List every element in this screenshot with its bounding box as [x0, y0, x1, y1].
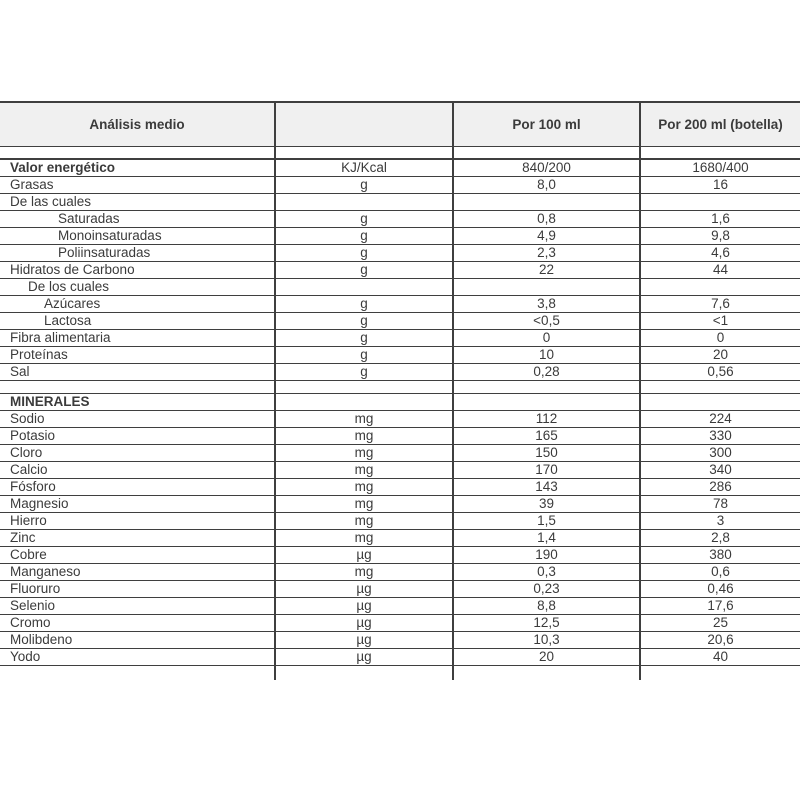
row-per100: 0 — [453, 329, 640, 346]
row-unit: g — [275, 244, 453, 261]
table-row — [0, 261, 800, 278]
table-row — [0, 563, 800, 580]
row-per100: 39 — [453, 495, 640, 512]
row-label: Calcio — [0, 461, 275, 478]
header-por-200ml: Por 200 ml (botella) — [640, 102, 800, 146]
header-gap-row — [0, 146, 800, 159]
empty-cell — [640, 380, 800, 393]
row-per200: 78 — [640, 495, 800, 512]
row-unit: KJ/Kcal — [275, 159, 453, 176]
nutrition-table — [0, 101, 800, 680]
table-row — [0, 176, 800, 193]
row-per100: 1,5 — [453, 512, 640, 529]
row-label: Fibra alimentaria — [0, 329, 275, 346]
empty-cell — [640, 146, 800, 159]
table-row — [0, 193, 800, 210]
row-label: Grasas — [0, 176, 275, 193]
table-row — [0, 393, 800, 410]
header-unit-column — [275, 102, 453, 146]
row-per200: 1680/400 — [640, 159, 800, 176]
empty-cell — [453, 146, 640, 159]
table-row — [0, 312, 800, 329]
empty-cell — [0, 146, 275, 159]
row-per200: 286 — [640, 478, 800, 495]
row-label: Hierro — [0, 512, 275, 529]
row-per100: 2,3 — [453, 244, 640, 261]
table-row — [0, 597, 800, 614]
empty-cell — [640, 665, 800, 680]
row-per200: 3 — [640, 512, 800, 529]
row-unit: g — [275, 210, 453, 227]
row-label: De los cuales — [0, 278, 275, 295]
row-per200: 4,6 — [640, 244, 800, 261]
empty-cell — [0, 380, 275, 393]
empty-cell — [453, 665, 640, 680]
header-analisis-medio: Análisis medio — [0, 102, 275, 146]
row-per100 — [453, 393, 640, 410]
row-per100: 170 — [453, 461, 640, 478]
row-label: Fósforo — [0, 478, 275, 495]
row-per100: 10 — [453, 346, 640, 363]
table-row — [0, 614, 800, 631]
row-per100: 8,8 — [453, 597, 640, 614]
table-row — [0, 495, 800, 512]
row-unit: µg — [275, 648, 453, 665]
row-per100: 143 — [453, 478, 640, 495]
table-row — [0, 363, 800, 380]
row-unit: mg — [275, 410, 453, 427]
table-row — [0, 210, 800, 227]
table-row — [0, 244, 800, 261]
row-per200: 330 — [640, 427, 800, 444]
row-per200: 0,56 — [640, 363, 800, 380]
table-row — [0, 329, 800, 346]
row-label: Cobre — [0, 546, 275, 563]
row-unit: mg — [275, 563, 453, 580]
row-label: Selenio — [0, 597, 275, 614]
table-row — [0, 648, 800, 665]
row-unit: g — [275, 312, 453, 329]
row-unit: g — [275, 363, 453, 380]
table-row — [0, 444, 800, 461]
row-per200: 20 — [640, 346, 800, 363]
row-per200: 300 — [640, 444, 800, 461]
bottom-partial-row — [0, 665, 800, 680]
row-label: Cromo — [0, 614, 275, 631]
row-per100 — [453, 193, 640, 210]
row-label: Valor energético — [0, 159, 275, 176]
row-per100: 112 — [453, 410, 640, 427]
row-unit: µg — [275, 614, 453, 631]
row-per200 — [640, 278, 800, 295]
row-label: De las cuales — [0, 193, 275, 210]
row-unit: µg — [275, 580, 453, 597]
row-label: Yodo — [0, 648, 275, 665]
row-unit: mg — [275, 512, 453, 529]
row-unit — [275, 193, 453, 210]
row-per100: 0,8 — [453, 210, 640, 227]
row-per200: 44 — [640, 261, 800, 278]
row-per100: 165 — [453, 427, 640, 444]
row-label: Manganeso — [0, 563, 275, 580]
row-per200: 1,6 — [640, 210, 800, 227]
row-per100 — [453, 278, 640, 295]
row-label: Azúcares — [0, 295, 275, 312]
row-per100: <0,5 — [453, 312, 640, 329]
row-unit: g — [275, 261, 453, 278]
row-per200: 0,46 — [640, 580, 800, 597]
table-row — [0, 529, 800, 546]
row-label: Zinc — [0, 529, 275, 546]
table-row — [0, 546, 800, 563]
table-row — [0, 512, 800, 529]
row-per100: 840/200 — [453, 159, 640, 176]
row-per200: 340 — [640, 461, 800, 478]
empty-cell — [0, 665, 275, 680]
table-row — [0, 295, 800, 312]
row-label: Sal — [0, 363, 275, 380]
table-row — [0, 227, 800, 244]
row-label: Potasio — [0, 427, 275, 444]
row-unit: g — [275, 329, 453, 346]
table-row — [0, 631, 800, 648]
empty-cell — [453, 380, 640, 393]
row-per200: 2,8 — [640, 529, 800, 546]
empty-cell — [275, 380, 453, 393]
row-per200: 0 — [640, 329, 800, 346]
row-per200: 380 — [640, 546, 800, 563]
row-unit: mg — [275, 444, 453, 461]
table-row — [0, 478, 800, 495]
row-label: Monoinsaturadas — [0, 227, 275, 244]
row-unit: g — [275, 227, 453, 244]
row-per100: 0,28 — [453, 363, 640, 380]
row-unit — [275, 278, 453, 295]
header-por-100ml: Por 100 ml — [453, 102, 640, 146]
table-row — [0, 427, 800, 444]
spacer-row — [0, 380, 800, 393]
empty-cell — [275, 665, 453, 680]
row-unit: µg — [275, 546, 453, 563]
row-per200: 40 — [640, 648, 800, 665]
row-label: Fluoruro — [0, 580, 275, 597]
row-per200: 17,6 — [640, 597, 800, 614]
row-per100: 0,23 — [453, 580, 640, 597]
row-unit: mg — [275, 427, 453, 444]
row-label: Sodio — [0, 410, 275, 427]
row-per200: 7,6 — [640, 295, 800, 312]
row-unit: g — [275, 295, 453, 312]
row-label: Lactosa — [0, 312, 275, 329]
table-row — [0, 580, 800, 597]
row-per200: 224 — [640, 410, 800, 427]
table-row — [0, 278, 800, 295]
row-unit: µg — [275, 597, 453, 614]
row-per100: 0,3 — [453, 563, 640, 580]
row-per100: 10,3 — [453, 631, 640, 648]
row-unit: mg — [275, 495, 453, 512]
row-label: MINERALES — [0, 393, 275, 410]
header-row — [0, 102, 800, 146]
row-per200: 0,6 — [640, 563, 800, 580]
row-unit: µg — [275, 631, 453, 648]
table-row — [0, 461, 800, 478]
empty-cell — [275, 146, 453, 159]
row-per100: 20 — [453, 648, 640, 665]
row-unit: g — [275, 346, 453, 363]
row-per100: 190 — [453, 546, 640, 563]
row-per100: 22 — [453, 261, 640, 278]
row-per100: 4,9 — [453, 227, 640, 244]
row-per200 — [640, 193, 800, 210]
row-unit: mg — [275, 478, 453, 495]
row-per100: 150 — [453, 444, 640, 461]
row-per100: 8,0 — [453, 176, 640, 193]
row-label: Molibdeno — [0, 631, 275, 648]
row-per200 — [640, 393, 800, 410]
table-row — [0, 410, 800, 427]
row-unit: g — [275, 176, 453, 193]
row-label: Saturadas — [0, 210, 275, 227]
row-unit: mg — [275, 529, 453, 546]
row-label: Hidratos de Carbono — [0, 261, 275, 278]
row-label: Poliinsaturadas — [0, 244, 275, 261]
row-label: Cloro — [0, 444, 275, 461]
table-row — [0, 159, 800, 176]
row-per200: 16 — [640, 176, 800, 193]
row-unit: mg — [275, 461, 453, 478]
row-unit — [275, 393, 453, 410]
row-per100: 1,4 — [453, 529, 640, 546]
row-per200: 25 — [640, 614, 800, 631]
table-row — [0, 346, 800, 363]
row-per100: 3,8 — [453, 295, 640, 312]
row-label: Magnesio — [0, 495, 275, 512]
row-per100: 12,5 — [453, 614, 640, 631]
row-label: Proteínas — [0, 346, 275, 363]
row-per200: 9,8 — [640, 227, 800, 244]
row-per200: <1 — [640, 312, 800, 329]
row-per200: 20,6 — [640, 631, 800, 648]
